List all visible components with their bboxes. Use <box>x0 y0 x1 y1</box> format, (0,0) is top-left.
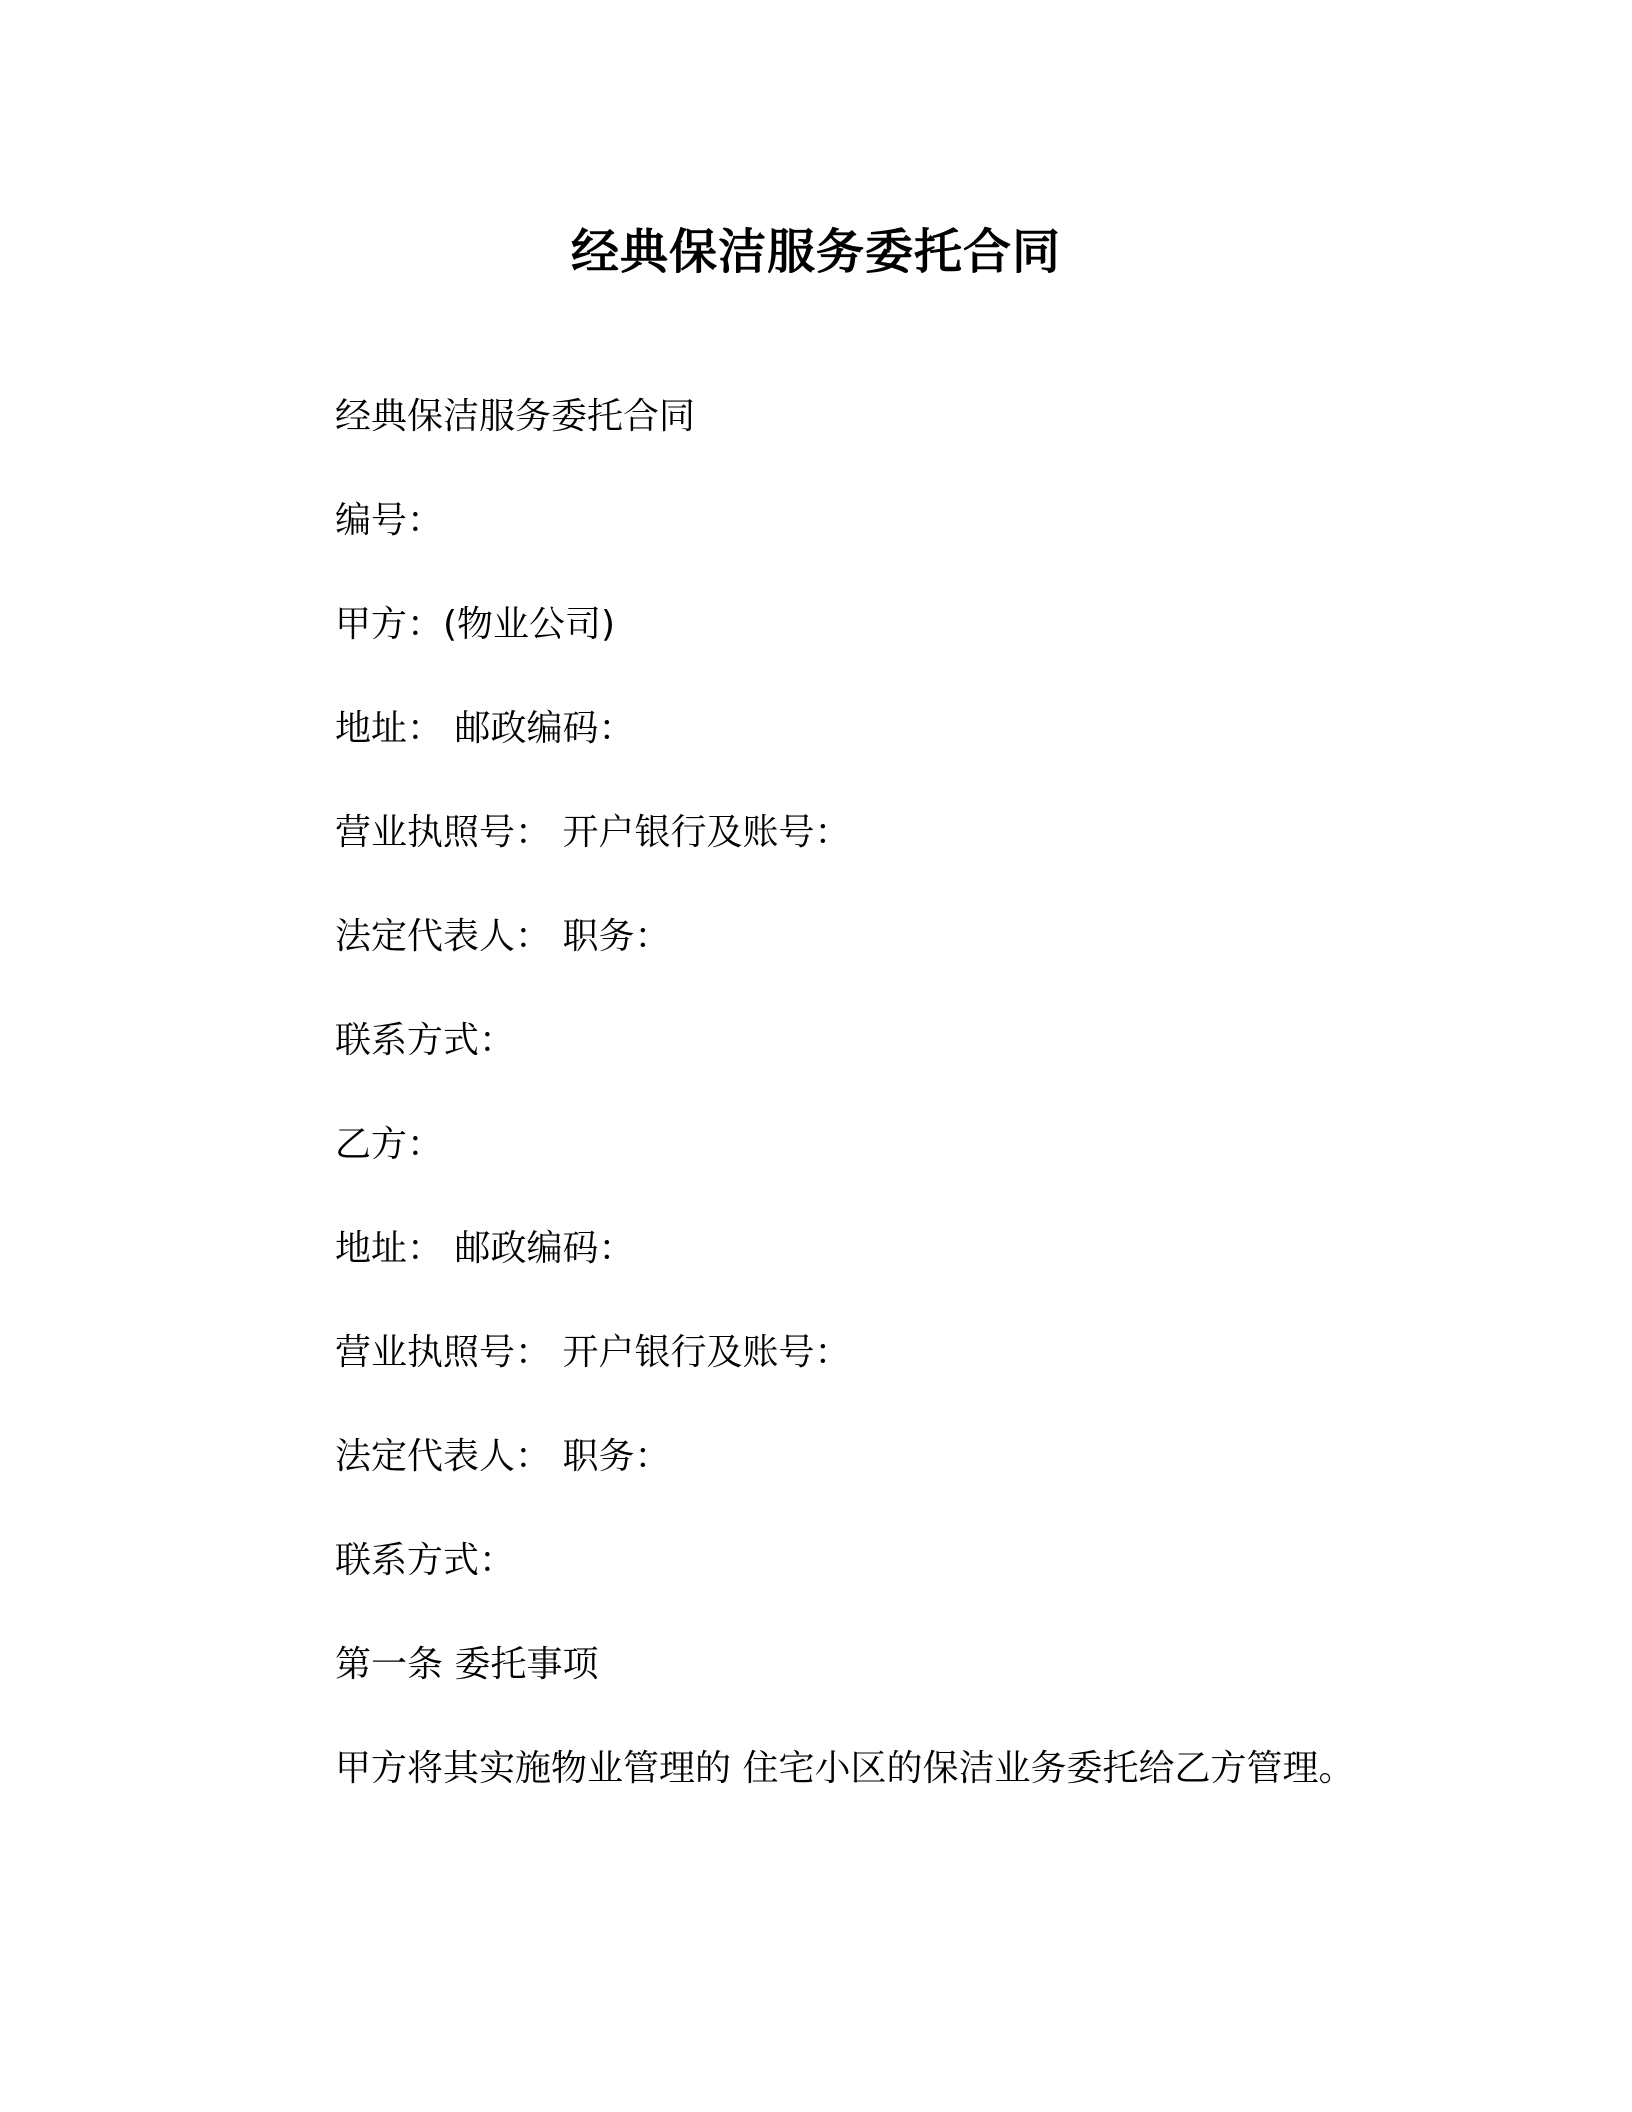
article-one-text: 甲方将其实施物业管理的 住宅小区的保洁业务委托给乙方管理。 <box>335 1748 1355 1789</box>
contract-number-line: 编号： <box>335 500 444 541</box>
party-b-line: 乙方： <box>335 1124 444 1165</box>
party-b-contact-line: 联系方式： <box>335 1540 516 1581</box>
party-a-line: 甲方：(物业公司) <box>335 604 616 645</box>
party-b-license-line: 营业执照号： 开户银行及账号： <box>335 1332 851 1373</box>
party-a-address-line: 地址： 邮政编码： <box>335 708 635 749</box>
document-body <box>335 394 1435 1850</box>
article-one-heading: 第一条 委托事项 <box>335 1644 599 1685</box>
document-title: 经典保洁服务委托合同 <box>570 224 1061 280</box>
party-a-contact-line: 联系方式： <box>335 1020 516 1061</box>
subtitle-line: 经典保洁服务委托合同 <box>335 396 696 437</box>
party-a-representative-line: 法定代表人： 职务： <box>335 916 671 957</box>
party-b-address-line: 地址： 邮政编码： <box>335 1228 635 1269</box>
party-b-representative-line: 法定代表人： 职务： <box>335 1436 671 1477</box>
party-a-license-line: 营业执照号： 开户银行及账号： <box>335 812 851 853</box>
